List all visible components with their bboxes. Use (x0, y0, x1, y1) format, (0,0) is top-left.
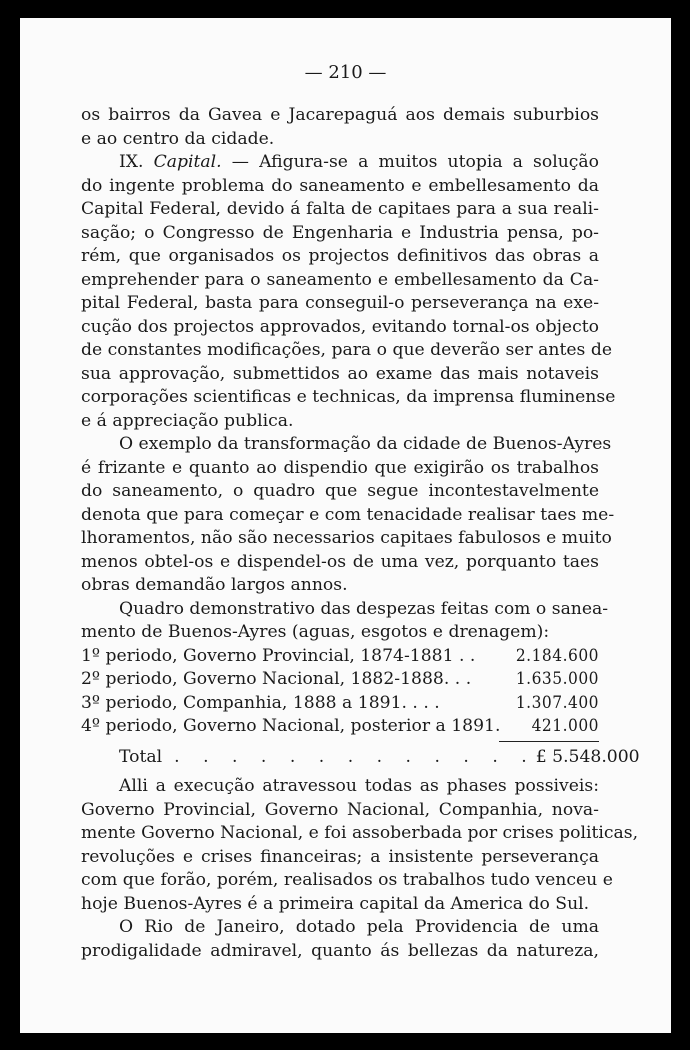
text-line: pital Federal, basta para conseguil-o perseverança na exe- (81, 293, 599, 313)
text-line: Alli a execução atravessou todas as phases possiveis: (119, 776, 599, 796)
table-row (81, 715, 599, 739)
row-amount: 421.000 (531, 716, 599, 736)
text-line: corporações scientificas e technicas, da imprensa fluminense (81, 387, 616, 407)
total-amount: £ 5.548.000 (535, 746, 640, 767)
paragraph-lead-line (81, 151, 599, 175)
table-row (81, 692, 599, 716)
sum-rule (499, 741, 599, 742)
text-line: os bairros da Gavea e Jacarepaguá aos demais suburbios (81, 105, 599, 125)
text-line: revoluções e crises financeiras; a insistente perseverança (81, 846, 599, 867)
section-number: IX. (119, 152, 144, 172)
text-line: menos obtel-os e dispendel-os de uma vez, porquanto taes (81, 551, 599, 572)
text-line: mente Governo Nacional, e foi assoberbada por crises politicas, (81, 823, 639, 843)
text-line: e á appreciação publica. (81, 410, 294, 431)
text-line: hoje Buenos-Ayres é a primeira capital da America do Sul. (81, 893, 590, 914)
text-line: prodigalidade admiravel, quanto ás bellezas da natureza, (81, 940, 599, 961)
text-line: rém, que organisados os projectos definitivos das obras a (81, 246, 599, 266)
leader-dots: . . . . . . . . . . . . . (174, 746, 536, 767)
row-label: 3º periodo, Companhia, 1888 a 1891. . . . (81, 692, 440, 713)
text-line: Quadro demonstrativo das despezas feitas com o sanea- (119, 598, 609, 619)
row-label: 2º periodo, Governo Nacional, 1882-1888. . . (81, 669, 472, 689)
lead-rest: — Afigura-se a muitos utopia a solução (231, 152, 600, 172)
row-label: 4º periodo, Governo Nacional, posterior a 1891. (81, 716, 501, 736)
body-text (81, 104, 640, 963)
text-line: de constantes modificações, para o que deverão ser antes de (81, 340, 613, 360)
row-amount: 2.184.600 (515, 645, 599, 666)
text-line: do ingente problema do saneamento e embellesamento da (81, 175, 599, 196)
page-number: — 210 — (304, 62, 387, 83)
text-line: e ao centro da cidade. (81, 128, 275, 149)
text-line: sua approvação, submettidos ao exame das mais notaveis (81, 363, 599, 384)
text-line: obras demandão largos annos. (81, 575, 348, 595)
text-line: Governo Provincial, Governo Nacional, Companhia, nova- (81, 799, 599, 820)
text-line: mento de Buenos-Ayres (aguas, esgotos e drenagem): (81, 622, 550, 642)
text-line: cução dos projectos approvados, evitando tornal-os objecto (81, 316, 599, 337)
book-page (20, 18, 671, 1033)
total-label: Total (119, 746, 163, 767)
text-line: sação; o Congresso de Engenharia e Industria pensa, po- (81, 222, 599, 243)
text-line: emprehender para o saneamento e embellesamento da Ca- (81, 269, 599, 290)
row-amount: 1.635.000 (515, 669, 599, 689)
text-line: O exemplo da transformação da cidade de Buenos-Ayres (119, 434, 612, 454)
text-line: Capital Federal, devido á falta de capitaes para a sua reali- (81, 199, 599, 219)
total-row (81, 746, 640, 770)
text-line: O Rio de Janeiro, dotado pela Providencia de uma (119, 917, 599, 937)
table-row (81, 645, 599, 669)
text-line: lhoramentos, não são necessarios capitaes fabulosos e muito (81, 528, 612, 548)
row-label: 1º periodo, Governo Provincial, 1874-1881 . . (81, 645, 476, 666)
section-title: Capital. (153, 152, 222, 172)
text-line: do saneamento, o quadro que segue incontestavelmente (81, 481, 599, 501)
text-line: é frizante e quanto ao dispendio que exigirão os trabalhos (81, 457, 599, 478)
text-line: denota que para começar e com tenacidade realisar taes me- (81, 504, 615, 525)
text-line: com que forão, porém, realisados os trabalhos tudo venceu e (81, 870, 613, 890)
table-row (81, 668, 599, 692)
row-amount: 1.307.400 (515, 692, 599, 713)
expenditure-table (81, 645, 640, 770)
